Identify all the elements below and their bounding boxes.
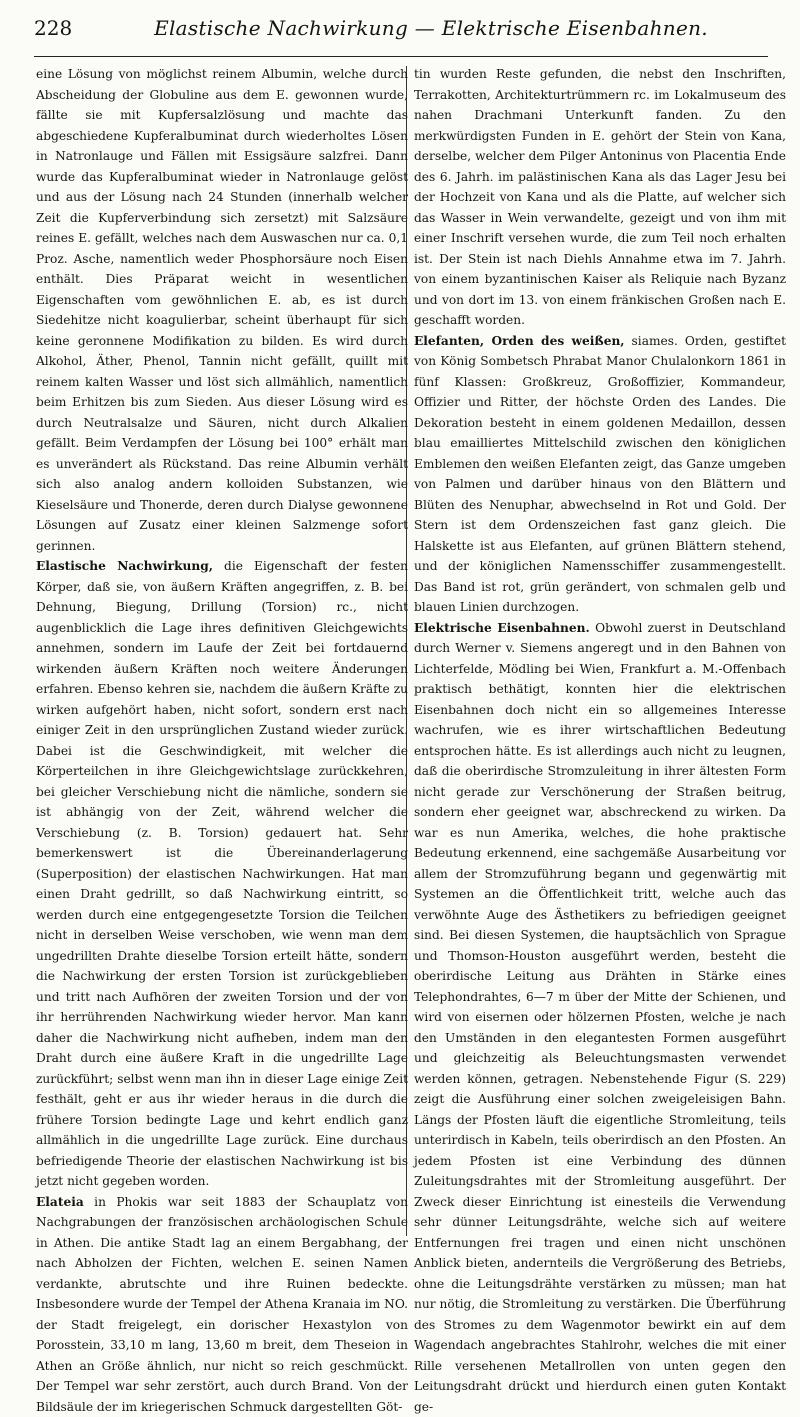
header-rule xyxy=(34,56,768,57)
entry-elefanten-orden xyxy=(414,331,786,618)
entry-text: Obwohl zuerst in Deutschland durch Werner v. Siemens angeregt und in den Bahnen von Lichterfelde, Mödling bei Wien, Frankfurt a. M.-Offenbach praktisch bethätigt, konnten hier die elektrischen Eisenbahnen doch nicht ein so allgemeines Interesse wachrufen, wie es ihrer wirtschaftlichen Bedeutung entsprochen hätte. Es ist allerdings auch nicht zu leugnen, daß die oberirdische Stromzuleitung in ihrer ältesten Form nicht gerade zur Verschönerung der Straßen beitrug, sondern eher geeignet war, abschreckend zu wirken. Da war es nun Amerika, welches, die hohe praktische Bedeutung erkennend, eine sachgemäße Ausarbeitung vor allem der Stromzuführung begann und gegenwärtig mit Systemen an die Öffentlichkeit tritt, welche auch das verwöhnte Auge des Ästhetikers zu befriedigen geeignet sind. Bei diesen Systemen, die hauptsächlich von Sprague und Thomson-Houston ausgeführt werden, besteht die oberirdische Leitung aus Drähten in Stärke eines Telephondrahtes, 6—7 m über der Mitte der Schienen, und wird von eisernen oder hölzernen Pfosten, welche je nach den Umständen in den elegantesten Formen ausgeführt und gleichzeitig als Beleuchtungsmasten verwendet werden können, getragen. Nebenstehende Figur (S. 229) zeigt die Ausführung einer solchen zweigeleisigen Bahn. Längs der Pfosten läuft die eigentliche Stromleitung, teils unterirdisch in Kabeln, teils oberirdisch an den Pfosten. An jedem Pfosten ist eine Verbindung des dünnen Zuleitungsdrahtes mit der Stromleitung ausgeführt. Der Zweck dieser Einrichtung ist einesteils die Verwendung sehr dünner Leitungsdrähte, welche sich auf weitere Entfernungen frei tragen und einen nicht unschönen Anblick bieten, andernteils die Vergrößerung des Betriebs, ohne die Leitungsdrähte verstärken zu müssen; man hat nur nötig, die Stromleitung zu verstärken. Die Überführung des Stromes zu dem Wagenmotor bewirkt ein auf dem Wagendach angebrachtes Stahlrohr, welches die mit einer Rille versehenen Metallrollen von unten gegen den Leitungsdraht drückt und hierdurch einen guten Kontakt ge- xyxy=(414,621,786,1414)
entry-text: die Eigenschaft der festen Körper, daß sie, von äußern Kräften angegriffen, z. B. bei Dehnung, Biegung, Drillung (Torsion) rc., nicht augenblicklich die Lage ihres definitiven Gleichgewichts annehmen, sondern im Laufe der Zeit bei fortdauernd wirkenden äußern Kräften noch weitere Änderungen erfahren. Ebenso kehren sie, nachdem die äußern Kräfte zu wirken aufgehört haben, nicht sofort, sondern erst nach einiger Zeit in den ursprünglichen Zustand wieder zurück. Dabei ist die Geschwindigkeit, mit welcher die Körperteilchen in ihre Gleichgewichtslage zurückkehren, bei gleicher Verschiebung nicht die nämliche, sondern sie ist abhängig von der Zeit, während welcher die Verschiebung (z. B. Torsion) gedauert hat. Sehr bemerkenswert ist die Übereinanderlagerung (Superposition) der elastischen Nachwirkungen. Hat man einen Draht gedrillt, so daß Nachwirkung eintritt, so werden durch eine entgegengesetzte Torsion die Teilchen nicht in derselben Weise verschoben, wie wenn man dem ungedrillten Drahte dieselbe Torsion erteilt hätte, sondern die Nachwirkung der ersten Torsion ist zurückgeblieben und tritt nach Aufhören der zweiten Torsion und der von ihr herrührenden Nachwirkung wieder hervor. Man kann daher die Nachwirkung nicht aufheben, indem man den Draht durch eine äußere Kraft in die ungedrillte Lage zurückführt; selbst wenn man ihn in dieser Lage einige Zeit festhält, geht er aus ihr wieder heraus in die durch die frühere Torsion bedingte Lage und kehrt endlich ganz allmählich in die ungedrillte Lage zurück. Eine durchaus befriedigende Theorie der elastischen Nachwirkung ist bis jetzt nicht gegeben worden. xyxy=(36,559,408,1188)
entry-text: in Phokis war seit 1883 der Schauplatz von Nachgrabungen der französischen archäologischen Schule in Athen. Die antike Stadt lag an einem Bergabhang, der nach Abholzen der Fichten, welchen E. seinen Namen verdankte, abrutschte und ihre Ruinen bedeckte. Insbesondere wurde der Tempel der Athena Kranaia im NO. der Stadt freigelegt, ein dorischer Hexastylon von Porosstein, 33,10 m lang, 13,60 m breit, dem Theseion in Athen an Größe ähnlich, nur nicht so reich geschmückt. Der Tempel war sehr zerstört, auch durch Brand. Von der Bildsäule der im kriegerischen Schmuck dargestellten Göt- xyxy=(36,1195,408,1414)
page-header xyxy=(34,16,768,50)
page-number: 228 xyxy=(34,16,94,40)
entry-elateia xyxy=(36,1192,408,1417)
entry-text: siames. Orden, gestiftet von König Sombetsch Phrabat Manor Chulalonkorn 1861 in fünf Klassen: Großkreuz, Großoffizier, Kommandeur, Offizier und Ritter, der höchste Orden des Landes. Die Dekoration besteht in einem goldenen Medaillon, dessen blau emailliertes Mittelschild zwischen den königlichen Emblemen den weißen Elefanten zeigt, das Ganze umgeben von Palmen und darüber hinaus von den Blättern und Blüten des Nenuphar, abwechselnd in Rot und Gold. Der Stern ist dem Ordenszeichen fast ganz gleich. Die Halskette ist aus Elefanten, auf grünen Blättern stehend, und der königlichen Namensschiffer zusammengestellt. Das Band ist rot, grün gerändert, von schmalen gelb und blauen Linien durchzogen. xyxy=(414,334,786,615)
entry-heading: Elefanten, Orden des weißen, xyxy=(414,334,625,348)
entry-elastische-nachwirkung xyxy=(36,556,408,1192)
entry-heading: Elektrische Eisenbahnen. xyxy=(414,621,590,635)
left-column xyxy=(36,64,408,1417)
entry-heading: Elastische Nachwirkung, xyxy=(36,559,213,573)
entry-elektrische-eisenbahnen xyxy=(414,618,786,1417)
elateia-continuation: tin wurden Reste gefunden, die nebst den Inschriften, Terrakotten, Architekturtrümmern rc. im Lokalmuseum des nahen Drachmani Unterkunft fanden. Zu den merkwürdigsten Funden in E. gehört der Stein von Kana, derselbe, welcher dem Pilger Antoninus von Placentia Ende des 6. Jahrh. im palästinischen Kana als das Lager Jesu bei der Hochzeit von Kana und als die Platte, auf welcher sich das Wasser in Wein verwandelte, gezeigt und von ihm mit einer Inschrift versehen wurde, die zum Teil noch erhalten ist. Der Stein ist nach Diehls Annahme etwa im 7. Jahrh. von einem byzantinischen Kaiser als Reliquie nach Byzanz und von dort im 13. von einem fränkischen Großen nach E. geschafft worden. xyxy=(414,64,786,331)
right-column xyxy=(414,64,786,1417)
entry-heading: Elateia xyxy=(36,1195,84,1209)
running-head: Elastische Nachwirkung — Elektrische Eisenbahnen. xyxy=(94,16,768,40)
albumin-continuation: eine Lösung von möglichst reinem Albumin, welche durch Abscheidung der Globuline aus dem E. gewonnen wurde, fällte sie mit Kupfersalzlösung und machte das abgeschiedene Kupferalbuminat durch wiederholtes Lösen in Natronlauge und Fällen mit Essigsäure salzfrei. Dann wurde das Kupferalbuminat wieder in Natronlauge gelöst und aus der Lösung nach 24 Stunden (innerhalb welcher Zeit die Kupferverbindung sich zersetzt) mit Salzsäure reines E. gefällt, welches nach dem Auswaschen nur ca. 0,1 Proz. Asche, namentlich weder Phosphorsäure noch Eisen enthält. Dies Präparat weicht in wesentlichen Eigenschaften vom gewöhnlichen E. ab, es ist durch Siedehitze nicht koagulierbar, scheint überhaupt für sich keine geronnene Modifikation zu bilden. Es wird durch Alkohol, Äther, Phenol, Tannin nicht gefällt, quillt mit reinem kalten Wasser und löst sich allmählich, namentlich beim Erhitzen bis zum Sieden. Aus dieser Lösung wird es durch Neutralsalze und Säuren, nicht durch Alkalien gefällt. Beim Verdampfen der Lösung bei 100° erhält man es unverändert als Rückstand. Das reine Albumin verhält sich also analog andern kolloiden Substanzen, wie Kieselsäure und Thonerde, deren durch Dialyse gewonnene Lösungen auf Zusatz einer kleinen Salzmenge sofort gerinnen. xyxy=(36,64,408,556)
